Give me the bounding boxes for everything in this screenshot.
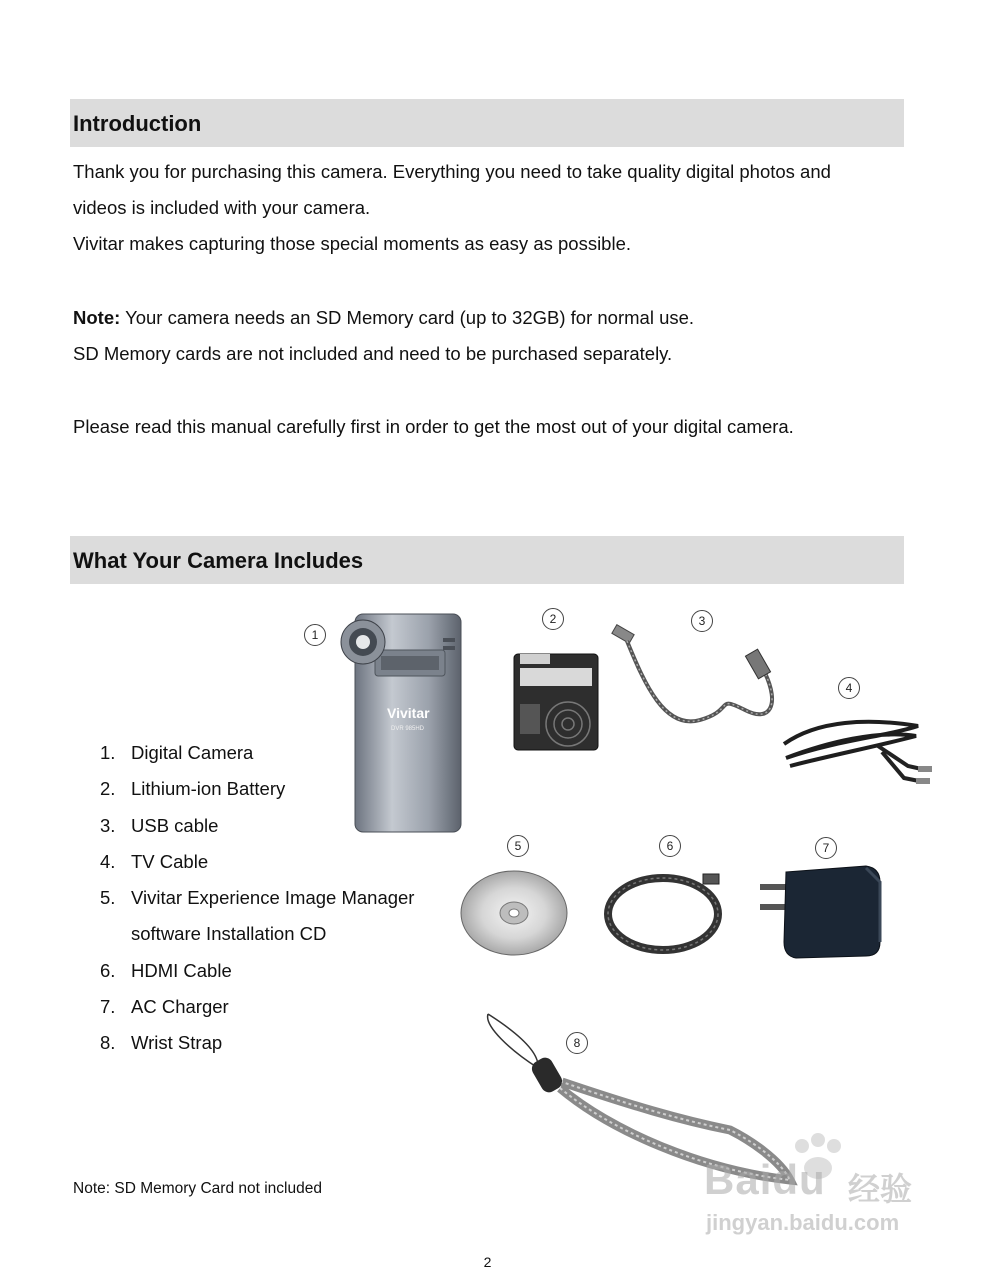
list-item: 3. USB cable (100, 814, 219, 836)
list-item: 8. Wrist Strap (100, 1032, 223, 1054)
battery-illustration (510, 652, 600, 752)
watermark-cn: 经验 (848, 1171, 913, 1207)
camera-illustration (335, 608, 465, 838)
tv-cable-illustration (778, 700, 938, 790)
intro-line-2: videos is included with your camera. (73, 197, 371, 218)
includes-header-bar (70, 536, 904, 584)
intro-line-1: Thank you for purchasing this camera. Everything you need to take quality digital photos and (73, 161, 831, 182)
page-number: 2 (483, 1254, 492, 1270)
watermark-brand-2: du (772, 1156, 826, 1203)
includes-heading: What Your Camera Includes (73, 548, 364, 573)
callout-3: 3 (691, 610, 713, 632)
callout-6: 6 (659, 835, 681, 857)
watermark-url: jingyan.baidu.com (706, 1210, 900, 1235)
list-item: 1. Digital Camera (100, 742, 254, 763)
sd-card-footnote: Note: SD Memory Card not included (73, 1180, 322, 1197)
list-item: 5. Vivitar Experience Image Manager (100, 887, 415, 909)
callout-2: 2 (542, 608, 564, 630)
list-item: 7. AC Charger (100, 996, 229, 1018)
callout-1: 1 (304, 624, 326, 646)
introduction-heading: Introduction (73, 111, 202, 136)
list-item: 6. HDMI Cable (100, 959, 232, 981)
cd-illustration (458, 868, 570, 958)
usb-cable-illustration (605, 625, 805, 745)
camera-model-label: DVR 985HD (391, 726, 425, 732)
callout-7: 7 (815, 837, 837, 859)
list-item: 4. TV Cable (100, 850, 209, 872)
sd-card-note (73, 306, 694, 330)
ac-charger-illustration (756, 862, 886, 962)
baidu-watermark (700, 1150, 940, 1245)
list-item-continuation: software Installation CD (131, 923, 327, 945)
sd-card-note-line-2: SD Memory cards are not included and need to be purchased separately. (73, 343, 673, 364)
callout-4: 4 (838, 677, 860, 699)
watermark-brand: Bai (704, 1156, 773, 1203)
list-item: 2. Lithium-ion Battery (100, 778, 286, 800)
hdmi-cable-illustration (603, 868, 733, 958)
introduction-header-bar (70, 99, 904, 147)
note-label: Note: (73, 307, 121, 328)
read-manual-text: Please read this manual carefully first in order to get the most out of your digital camera. (73, 416, 794, 437)
intro-line-3: Vivitar makes capturing those special moments as easy as possible. (73, 233, 632, 254)
note-text: Your camera needs an SD Memory card (up to 32GB) for normal use. (120, 307, 695, 328)
callout-5: 5 (507, 835, 529, 857)
camera-brand-label: Vivitar (387, 705, 430, 721)
callout-8: 8 (566, 1032, 588, 1054)
